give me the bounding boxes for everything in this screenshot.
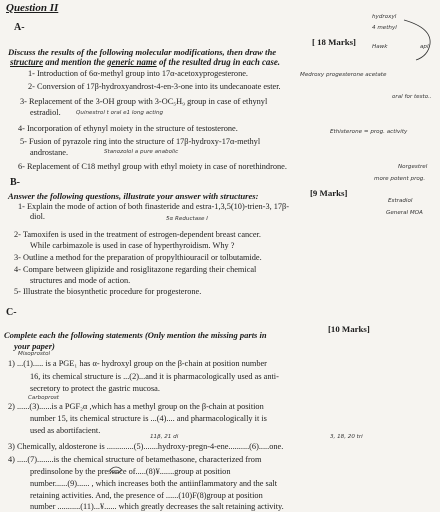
section-b-item-4: 4- Compare between glipizide and rosiglitazone regarding their chemical: [14, 265, 257, 274]
section-c-intro-line2: your paper): [14, 341, 55, 351]
handwritten-note-a5: Stanozolol a pure anabolic: [104, 149, 179, 155]
section-c-line-8: 4) .....(7)........is the chemical structure of betamethasone, characterized from: [8, 455, 262, 464]
section-c-line-9: predinsolone by the presence of.....(8)¥.......group at position: [30, 467, 231, 476]
handwritten-note-a2: oral for testo..: [392, 94, 432, 100]
handwritten-note-c3-1: 11β, 21 di: [150, 434, 179, 440]
section-c-line-6: used as abortifacient.: [30, 426, 101, 435]
section-c-line-7: 3) Chemically, aldosterone is .............(5).......hydroxy-pregn-4-ene..........(6).....one.: [8, 442, 284, 451]
section-c-line-2: 16, its chemical structure is ...(2)...and it is pharmacologically used as anti-: [30, 372, 279, 381]
handwritten-note-c2: Carboprost: [28, 395, 59, 401]
handwritten-note-b1-1: Estradiol: [388, 198, 413, 204]
handwritten-note-a6-1: Norgestrel: [398, 164, 428, 170]
handwritten-note-b1-3: General MOA: [386, 210, 423, 216]
section-a-item-5: 5- Fusion of pyrazole ring into the structure of 17β-hydroxy-17α-methyl: [20, 137, 261, 146]
handwritten-note-a1: Medroxy progesterone acetate: [300, 72, 387, 78]
handwritten-note-a4: Ethisterone = prog. activity: [330, 129, 408, 135]
section-b-intro: Answer the following questions, illustrate your answer with structures:: [8, 191, 259, 201]
section-b-item-3: 3- Outline a method for the preparation of propylthiouracil or tolbutamide.: [14, 253, 262, 262]
section-a-marks: [ 18 Marks]: [312, 37, 356, 47]
section-a-item-3-cont: estradiol.: [30, 108, 61, 117]
section-c-line-3: secretory to protect the gastric mucosa.: [30, 384, 160, 393]
handwritten-note-c1: Misoprostol: [18, 351, 51, 357]
question-title: Question II: [6, 2, 59, 14]
handwritten-note-hawk: Hawk: [372, 44, 388, 50]
section-a-item-2: 2- Conversion of 17β-hydroxyandrost-4-en-3-one into its undecanoate ester.: [28, 82, 281, 91]
handwritten-note-methyl: 4 methyl: [372, 25, 397, 31]
section-c-line-5: number 15, its chemical structure is ...(4).... and pharmacologically it is: [30, 414, 267, 423]
section-a-item-4: 4- Incorporation of ethynyl moiety in the structure of testosterone.: [18, 124, 238, 133]
handwritten-note-c3-2: 3, 18, 20 tri: [330, 434, 363, 440]
section-a-intro-line1: Discuss the results of the following molecular modifications, then draw the: [8, 47, 277, 57]
section-a-item-3: 3- Replacement of the 3-OH group with 3-OC₅H₉ group in case of ethynyl: [20, 97, 268, 106]
handwritten-note-apl: apl: [420, 44, 429, 50]
section-b-item-5: 5- Illustrate the biosynthetic procedure for progesterone.: [14, 287, 202, 296]
section-c-line-11: retaining activities. And, the presence of ......(10)F(8)group at position: [30, 491, 263, 500]
pen-bracket-stroke: [404, 20, 430, 60]
section-c-line-1: 1) ...(1)..... is a PGE₁ has α- hydroxyl group on the β-chain at position number: [8, 359, 267, 368]
section-a-label: A-: [14, 22, 25, 33]
section-b-label: B-: [10, 177, 20, 188]
section-a-intro-line2: structure and mention the generic name of the resulted drug in each case.: [10, 57, 280, 67]
pen-circle-mark: [110, 467, 122, 473]
section-b-item-2: 2- Tamoxifen is used in the treatment of estrogen-dependent breast cancer.: [14, 230, 261, 239]
section-b-item-2-cont: While carbimazole is used in case of hyperthyroidism. Why ?: [30, 241, 235, 250]
section-b-marks: [9 Marks]: [310, 188, 348, 198]
section-c-intro-line1: Complete each the following statements (Only mention the missing parts in: [4, 330, 267, 340]
section-c-label: C-: [6, 307, 17, 318]
handwritten-note-a6-2: more potent prog.: [374, 176, 426, 182]
section-c-marks: [10 Marks]: [328, 324, 370, 334]
handwritten-note-b1-2: 5α Reductase I: [166, 216, 208, 222]
section-c-line-10: number......(9)...... , which increases both the antiinflammatory and the salt: [30, 479, 277, 488]
section-a-item-1: 1- Introduction of 6α-methyl group into 17α-acetoxyprogesterone.: [28, 69, 248, 78]
section-a-item-6: 6- Replacement of C18 methyl group with ethyl moiety in case of norethindrone.: [18, 162, 287, 171]
handwritten-note-hydroxyl: hydroxyl: [372, 14, 397, 20]
section-b-item-1-cont: diol.: [30, 212, 45, 221]
section-a-item-5-cont: androstane.: [30, 148, 69, 157]
section-b-item-4-cont: structures and mode of action.: [30, 276, 131, 285]
section-c-line-12: number ...........(11)...¥...... which greatly decreases the salt retaining activity.: [30, 502, 284, 511]
handwritten-note-a3: Quinestrol t oral e1 long acting: [76, 110, 164, 116]
section-b-item-1: 1- Explain the mode of action of both finasteride and estra-1,3,5(10)-trien-3, 17β-: [18, 202, 290, 211]
section-c-line-4: 2) ......(3)......is a PGF₂α ,which has a methyl group on the β-chain at position: [8, 402, 264, 411]
